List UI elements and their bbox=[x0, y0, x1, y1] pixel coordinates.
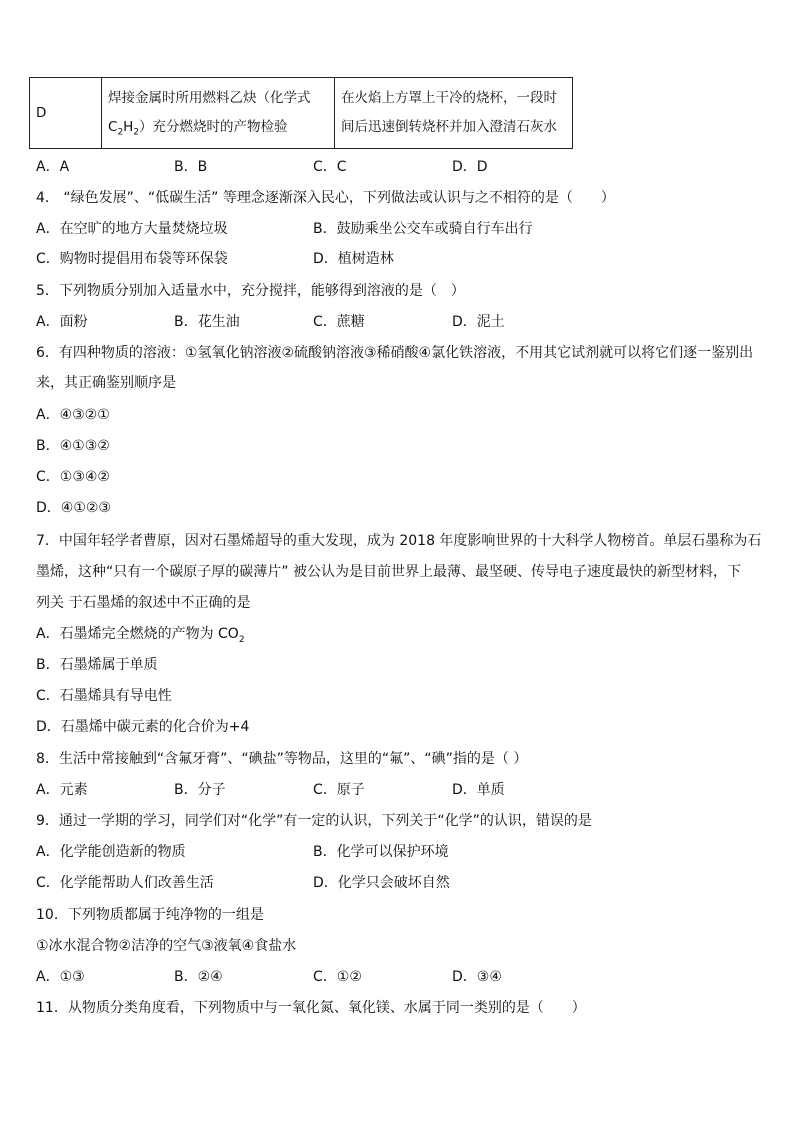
q5-option-d[interactable]: D．泥土 bbox=[452, 314, 505, 330]
formula-h: H bbox=[123, 119, 134, 135]
q7-option-c[interactable]: C．石墨烯具有导电性 bbox=[36, 688, 172, 704]
q7-option-b[interactable]: B．石墨烯属于单质 bbox=[36, 657, 158, 673]
q5-option-a[interactable]: A．面粉 bbox=[36, 314, 88, 330]
q6-option-b[interactable]: B．④①③② bbox=[36, 438, 110, 454]
q7-option-a-sub: 2 bbox=[238, 634, 245, 645]
q4-stem: 4． “绿色发展”、“低碳生活” 等理念逐渐深入民心，下列做法或认识与之不相符的是（ ） bbox=[36, 190, 615, 206]
q5-stem: 5．下列物质分别加入适量水中，充分搅拌，能够得到溶液的是（ ） bbox=[36, 283, 465, 299]
q6-option-c[interactable]: C．①③④② bbox=[36, 469, 110, 485]
q7-option-a[interactable] bbox=[36, 624, 245, 644]
q9-option-d[interactable]: D．化学只会破坏自然 bbox=[313, 875, 450, 891]
q3-option-b[interactable]: B．B bbox=[174, 159, 208, 175]
q7-option-d[interactable]: D．石墨烯中碳元素的化合价为+4 bbox=[36, 719, 250, 735]
q5-option-c[interactable]: C．蔗糖 bbox=[313, 314, 365, 330]
q3-option-c[interactable]: C．C bbox=[313, 159, 347, 175]
q4-option-d[interactable]: D．植树造林 bbox=[313, 251, 394, 267]
q10-option-d[interactable]: D．③④ bbox=[452, 969, 502, 985]
method-line-1: 在火焰上方罩上干冷的烧杯，一段时 bbox=[341, 90, 557, 106]
q7-stem-line-1: 7．中国年轻学者曹原，因对石墨烯超导的重大发现，成为 2018 年度影响世界的十大科学人物榜首。单层石墨称为石 bbox=[36, 533, 762, 549]
q7-stem-line-2: 墨烯，这种“只有一个碳原子厚的碳薄片” 被公认为是目前世界上最薄、最坚硬、传导电子速度最快的新型材料，下 bbox=[36, 564, 741, 580]
q10-option-a[interactable]: A．①③ bbox=[36, 969, 85, 985]
option-table bbox=[29, 77, 573, 149]
q6-stem-line-2: 来，其正确鉴别顺序是 bbox=[36, 375, 176, 391]
q9-option-a[interactable]: A．化学能创造新的物质 bbox=[36, 844, 186, 860]
q8-stem: 8．生活中常接触到“含氟牙膏”、“碘盐”等物品，这里的“氟”、“碘”指的是（ ） bbox=[36, 751, 528, 767]
formula-h-sub: 2 bbox=[133, 127, 140, 138]
formula-c-sub: 2 bbox=[117, 127, 124, 138]
q5-option-b[interactable]: B．花生油 bbox=[174, 314, 240, 330]
q7-stem-line-3: 列关 于石墨烯的叙述中不正确的是 bbox=[36, 595, 251, 611]
q8-option-b[interactable]: B．分子 bbox=[174, 782, 226, 798]
q8-option-c[interactable]: C．原子 bbox=[313, 782, 365, 798]
q6-option-d[interactable]: D．④①②③ bbox=[36, 500, 111, 516]
q4-option-c[interactable]: C．购物时提倡用布袋等环保袋 bbox=[36, 251, 228, 267]
row-label: D bbox=[30, 78, 102, 149]
purpose-line-2-rest: ）充分燃烧时的产物检验 bbox=[139, 119, 288, 135]
q10-items: ①冰水混合物②洁净的空气③液氧④食盐水 bbox=[36, 938, 297, 954]
q7-option-a-text: A．石墨烯完全燃烧的产物为 CO bbox=[36, 626, 239, 642]
formula-c: C bbox=[108, 119, 118, 135]
purpose-line-2 bbox=[108, 113, 328, 142]
experiment-purpose-cell bbox=[102, 78, 335, 149]
q6-stem-line-1: 6．有四种物质的溶液：①氢氧化钠溶液②硫酸钠溶液③稀硝酸④氯化铁溶液，不用其它试剂就可以将它们逐一鉴别出 bbox=[36, 345, 754, 361]
q10-option-c[interactable]: C．①② bbox=[313, 969, 362, 985]
q6-option-a[interactable]: A．④③②① bbox=[36, 407, 110, 423]
purpose-line-1: 焊接金属时所用燃料乙炔（化学式 bbox=[108, 90, 311, 106]
q9-option-c[interactable]: C．化学能帮助人们改善生活 bbox=[36, 875, 214, 891]
q9-stem: 9．通过一学期的学习，同学们对“化学”有一定的认识，下列关于“化学”的认识，错误的是 bbox=[36, 813, 592, 829]
method-line-2: 间后迅速倒转烧杯并加入澄清石灰水 bbox=[341, 119, 557, 135]
q3-option-a[interactable]: A．A bbox=[36, 159, 70, 175]
q10-stem: 10．下列物质都属于纯净物的一组是 bbox=[36, 907, 264, 923]
experiment-method-cell bbox=[335, 78, 573, 149]
q11-stem: 11．从物质分类角度看，下列物质中与一氧化氮、氧化镁、水属于同一类别的是（ ） bbox=[36, 1000, 586, 1016]
q10-option-b[interactable]: B．②④ bbox=[174, 969, 223, 985]
q4-option-b[interactable]: B．鼓励乘坐公交车或骑自行车出行 bbox=[313, 221, 533, 237]
q8-option-d[interactable]: D．单质 bbox=[452, 782, 505, 798]
q8-option-a[interactable]: A．元素 bbox=[36, 782, 88, 798]
q3-option-d[interactable]: D．D bbox=[452, 159, 488, 175]
table-row bbox=[30, 78, 573, 149]
q9-option-b[interactable]: B．化学可以保护环境 bbox=[313, 844, 449, 860]
q4-option-a[interactable]: A．在空旷的地方大量焚烧垃圾 bbox=[36, 221, 228, 237]
